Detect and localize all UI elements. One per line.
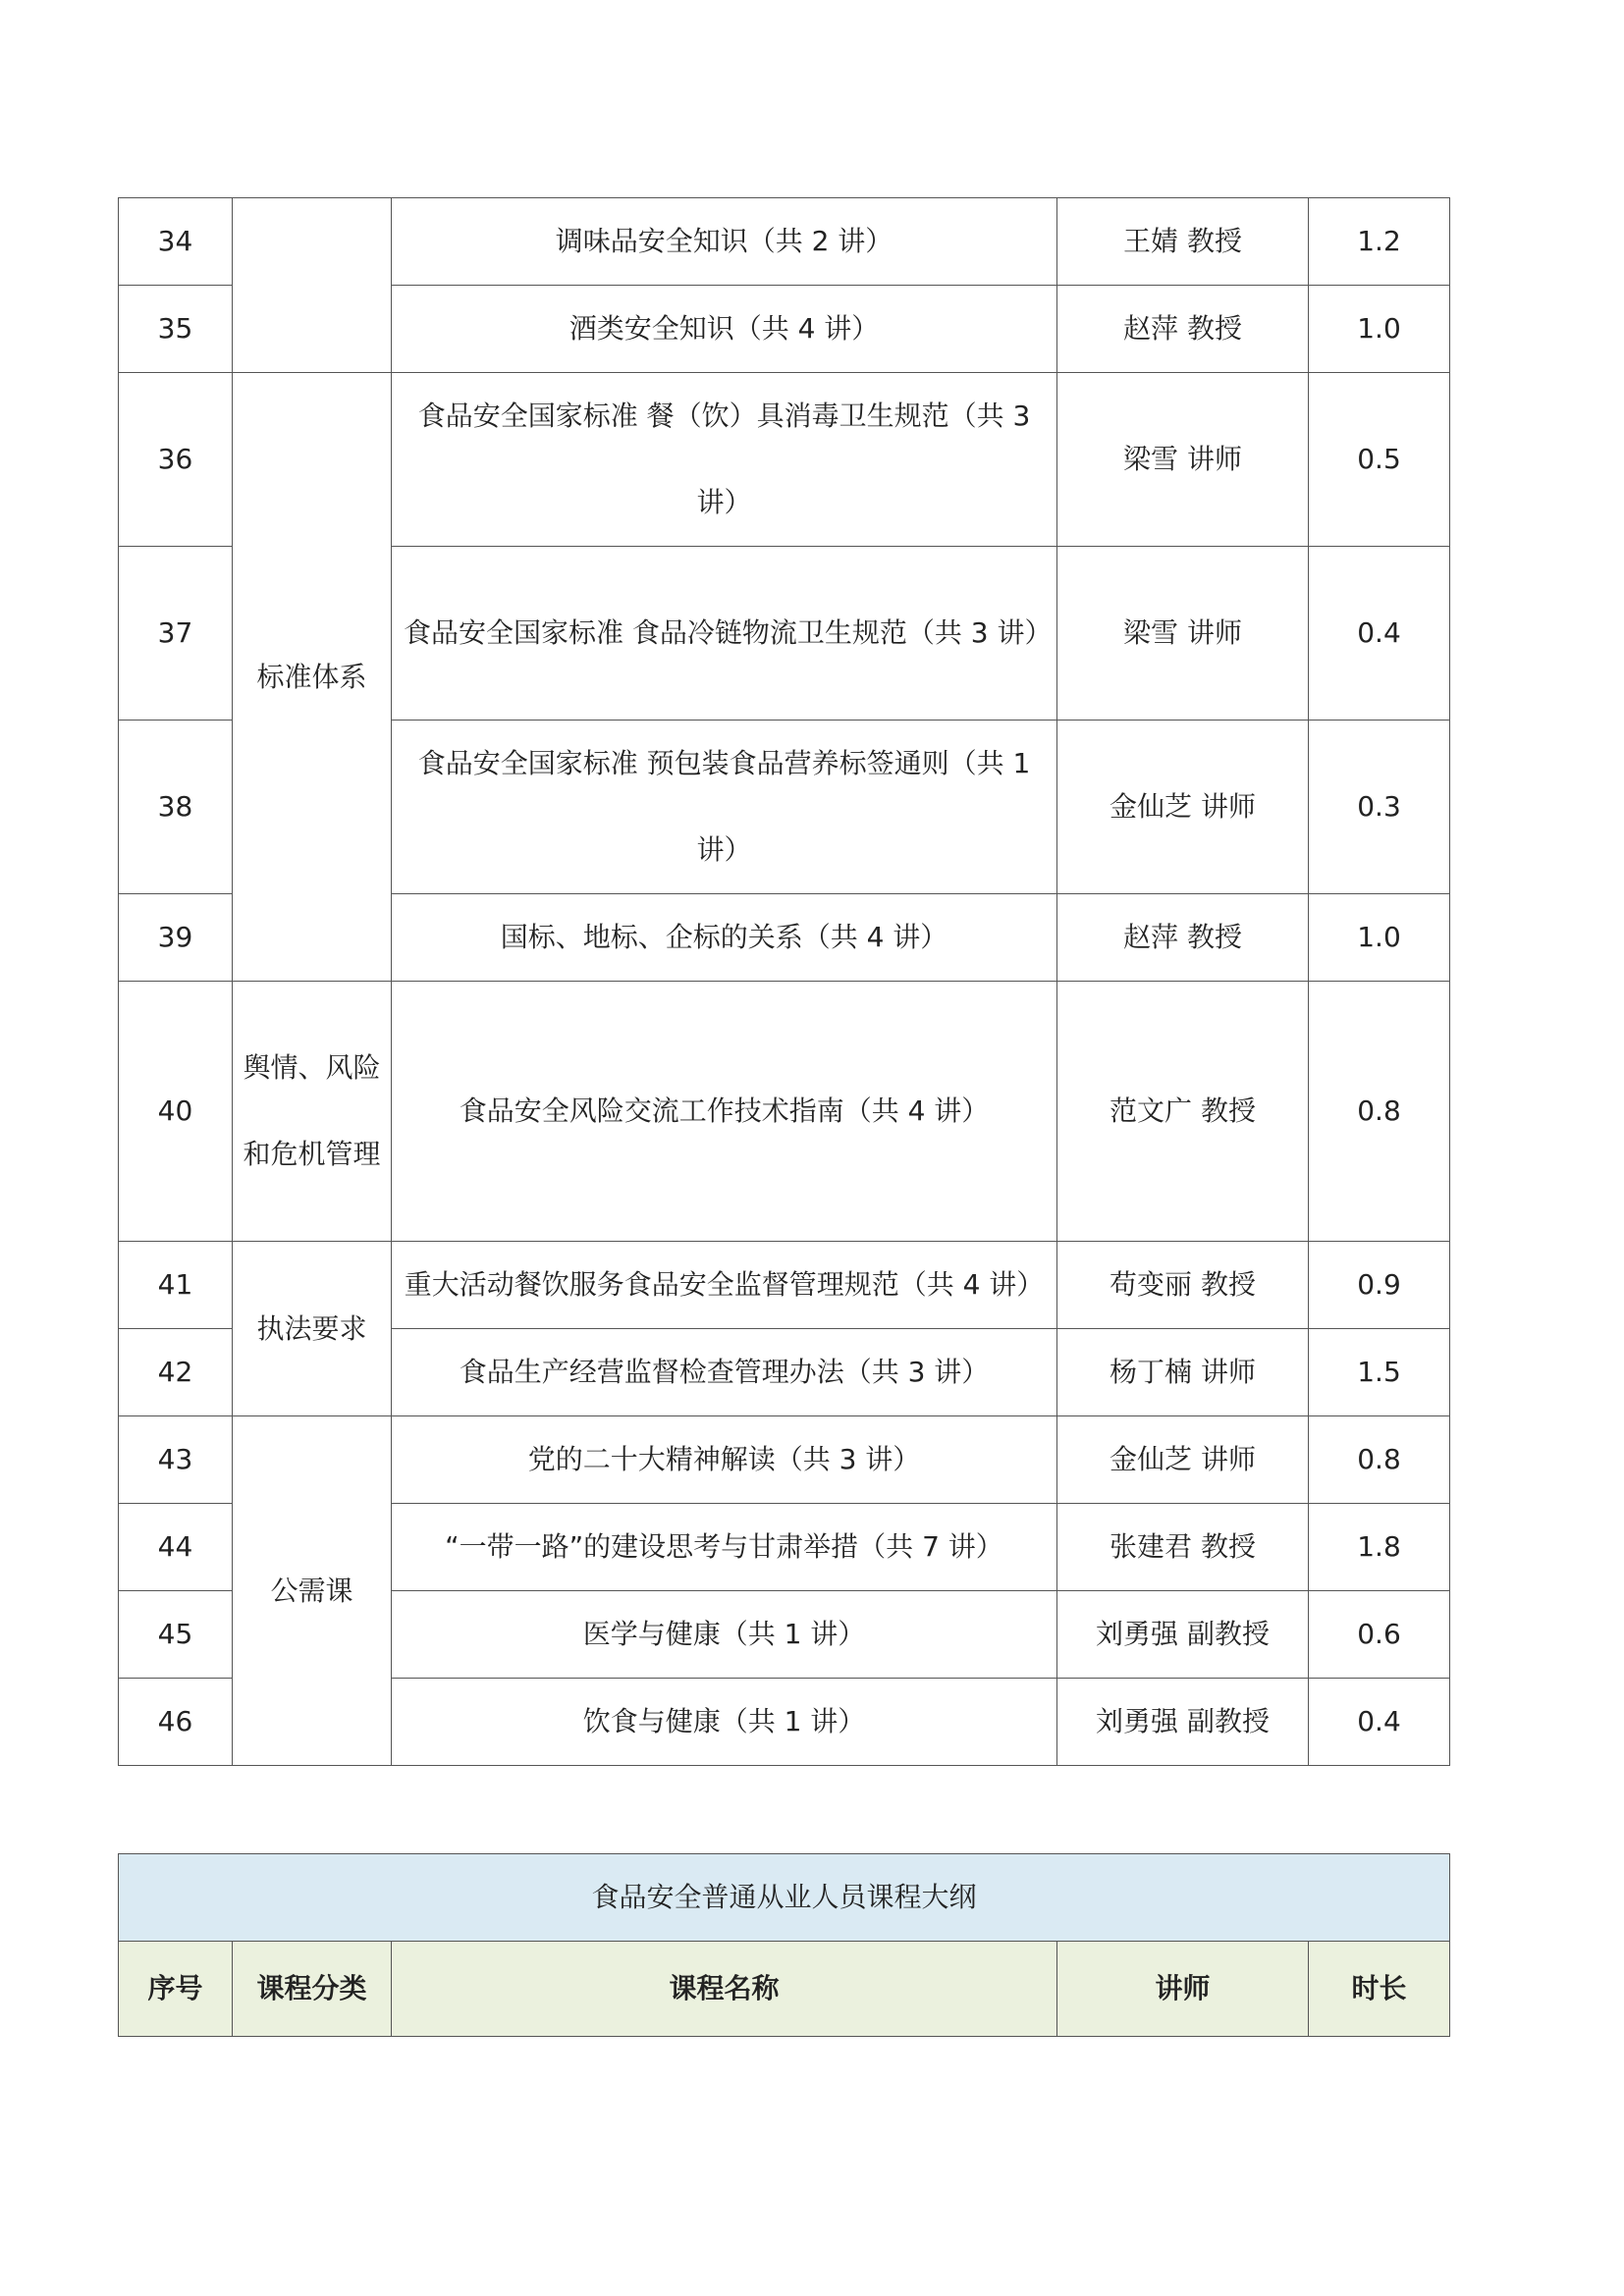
- course-name-cell: [392, 373, 1057, 547]
- category-public: 公需课: [233, 1416, 392, 1766]
- teacher: 苟变丽 教授: [1057, 1242, 1309, 1329]
- course-name: 食品安全国家标准 食品冷链物流卫生规范（共 3 讲）: [404, 616, 1053, 649]
- category-enforcement: 执法要求: [233, 1242, 392, 1416]
- header-category: 课程分类: [233, 1942, 392, 2037]
- teacher: 刘勇强 副教授: [1057, 1679, 1309, 1766]
- category-standards: 标准体系: [233, 373, 392, 982]
- header-course-name: 课程名称: [392, 1942, 1057, 2037]
- course-name: 食品安全国家标准 餐（饮）具消毒卫生规范（共 3 讲）: [417, 400, 1031, 518]
- row-number: 37: [119, 547, 233, 721]
- category-risk: 舆情、风险和危机管理: [233, 982, 392, 1242]
- row-number: 34: [119, 198, 233, 286]
- table-row: [119, 1416, 1450, 1504]
- teacher: 梁雪 讲师: [1057, 373, 1309, 547]
- teacher: 刘勇强 副教授: [1057, 1591, 1309, 1679]
- course-table: [118, 197, 1450, 1766]
- course-name: 食品安全风险交流工作技术指南（共 4 讲）: [392, 982, 1057, 1242]
- table-row: [119, 1242, 1450, 1329]
- teacher: 赵萍 教授: [1057, 894, 1309, 982]
- teacher: 王婧 教授: [1057, 198, 1309, 286]
- row-number: 35: [119, 286, 233, 373]
- teacher: 金仙芝 讲师: [1057, 1416, 1309, 1504]
- course-name: 饮食与健康（共 1 讲）: [392, 1679, 1057, 1766]
- row-number: 41: [119, 1242, 233, 1329]
- row-number: 45: [119, 1591, 233, 1679]
- teacher: 金仙芝 讲师: [1057, 721, 1309, 894]
- row-number: 40: [119, 982, 233, 1242]
- teacher: 杨丁楠 讲师: [1057, 1329, 1309, 1416]
- table-title: 食品安全普通从业人员课程大纲: [119, 1854, 1450, 1942]
- duration: 1.5: [1309, 1329, 1450, 1416]
- table-header-row: [119, 1942, 1450, 2037]
- course-name: 酒类安全知识（共 4 讲）: [392, 286, 1057, 373]
- duration: 0.8: [1309, 982, 1450, 1242]
- teacher: 赵萍 教授: [1057, 286, 1309, 373]
- course-name: 食品安全国家标准 预包装食品营养标签通则（共 1 讲）: [417, 747, 1031, 866]
- table-row: [119, 373, 1450, 547]
- duration: 1.0: [1309, 286, 1450, 373]
- header-teacher: 讲师: [1057, 1942, 1309, 2037]
- teacher: 梁雪 讲师: [1057, 547, 1309, 721]
- header-number: 序号: [119, 1942, 233, 2037]
- teacher: 张建君 教授: [1057, 1504, 1309, 1591]
- duration: 1.2: [1309, 198, 1450, 286]
- row-number: 46: [119, 1679, 233, 1766]
- course-name: 调味品安全知识（共 2 讲）: [392, 198, 1057, 286]
- header-duration: 时长: [1309, 1942, 1450, 2037]
- duration: 0.3: [1309, 721, 1450, 894]
- course-name-cell: [392, 547, 1057, 721]
- table-title-row: [119, 1854, 1450, 1942]
- duration: 1.0: [1309, 894, 1450, 982]
- row-number: 39: [119, 894, 233, 982]
- course-name-cell: [392, 721, 1057, 894]
- syllabus-header-table: [118, 1853, 1450, 2037]
- course-name: 医学与健康（共 1 讲）: [392, 1591, 1057, 1679]
- row-number: 44: [119, 1504, 233, 1591]
- course-name: 党的二十大精神解读（共 3 讲）: [392, 1416, 1057, 1504]
- table-row: [119, 982, 1450, 1242]
- course-name: 食品生产经营监督检查管理办法（共 3 讲）: [392, 1329, 1057, 1416]
- duration: 1.8: [1309, 1504, 1450, 1591]
- duration: 0.8: [1309, 1416, 1450, 1504]
- category-cell-empty: [233, 198, 392, 373]
- duration: 0.5: [1309, 373, 1450, 547]
- row-number: 36: [119, 373, 233, 547]
- table-row: [119, 198, 1450, 286]
- duration: 0.6: [1309, 1591, 1450, 1679]
- teacher: 范文广 教授: [1057, 982, 1309, 1242]
- row-number: 43: [119, 1416, 233, 1504]
- row-number: 38: [119, 721, 233, 894]
- course-name: 重大活动餐饮服务食品安全监督管理规范（共 4 讲）: [392, 1242, 1057, 1329]
- course-name: 国标、地标、企标的关系（共 4 讲）: [392, 894, 1057, 982]
- row-number: 42: [119, 1329, 233, 1416]
- duration: 0.4: [1309, 1679, 1450, 1766]
- duration: 0.9: [1309, 1242, 1450, 1329]
- duration: 0.4: [1309, 547, 1450, 721]
- course-name: “一带一路”的建设思考与甘肃举措（共 7 讲）: [392, 1504, 1057, 1591]
